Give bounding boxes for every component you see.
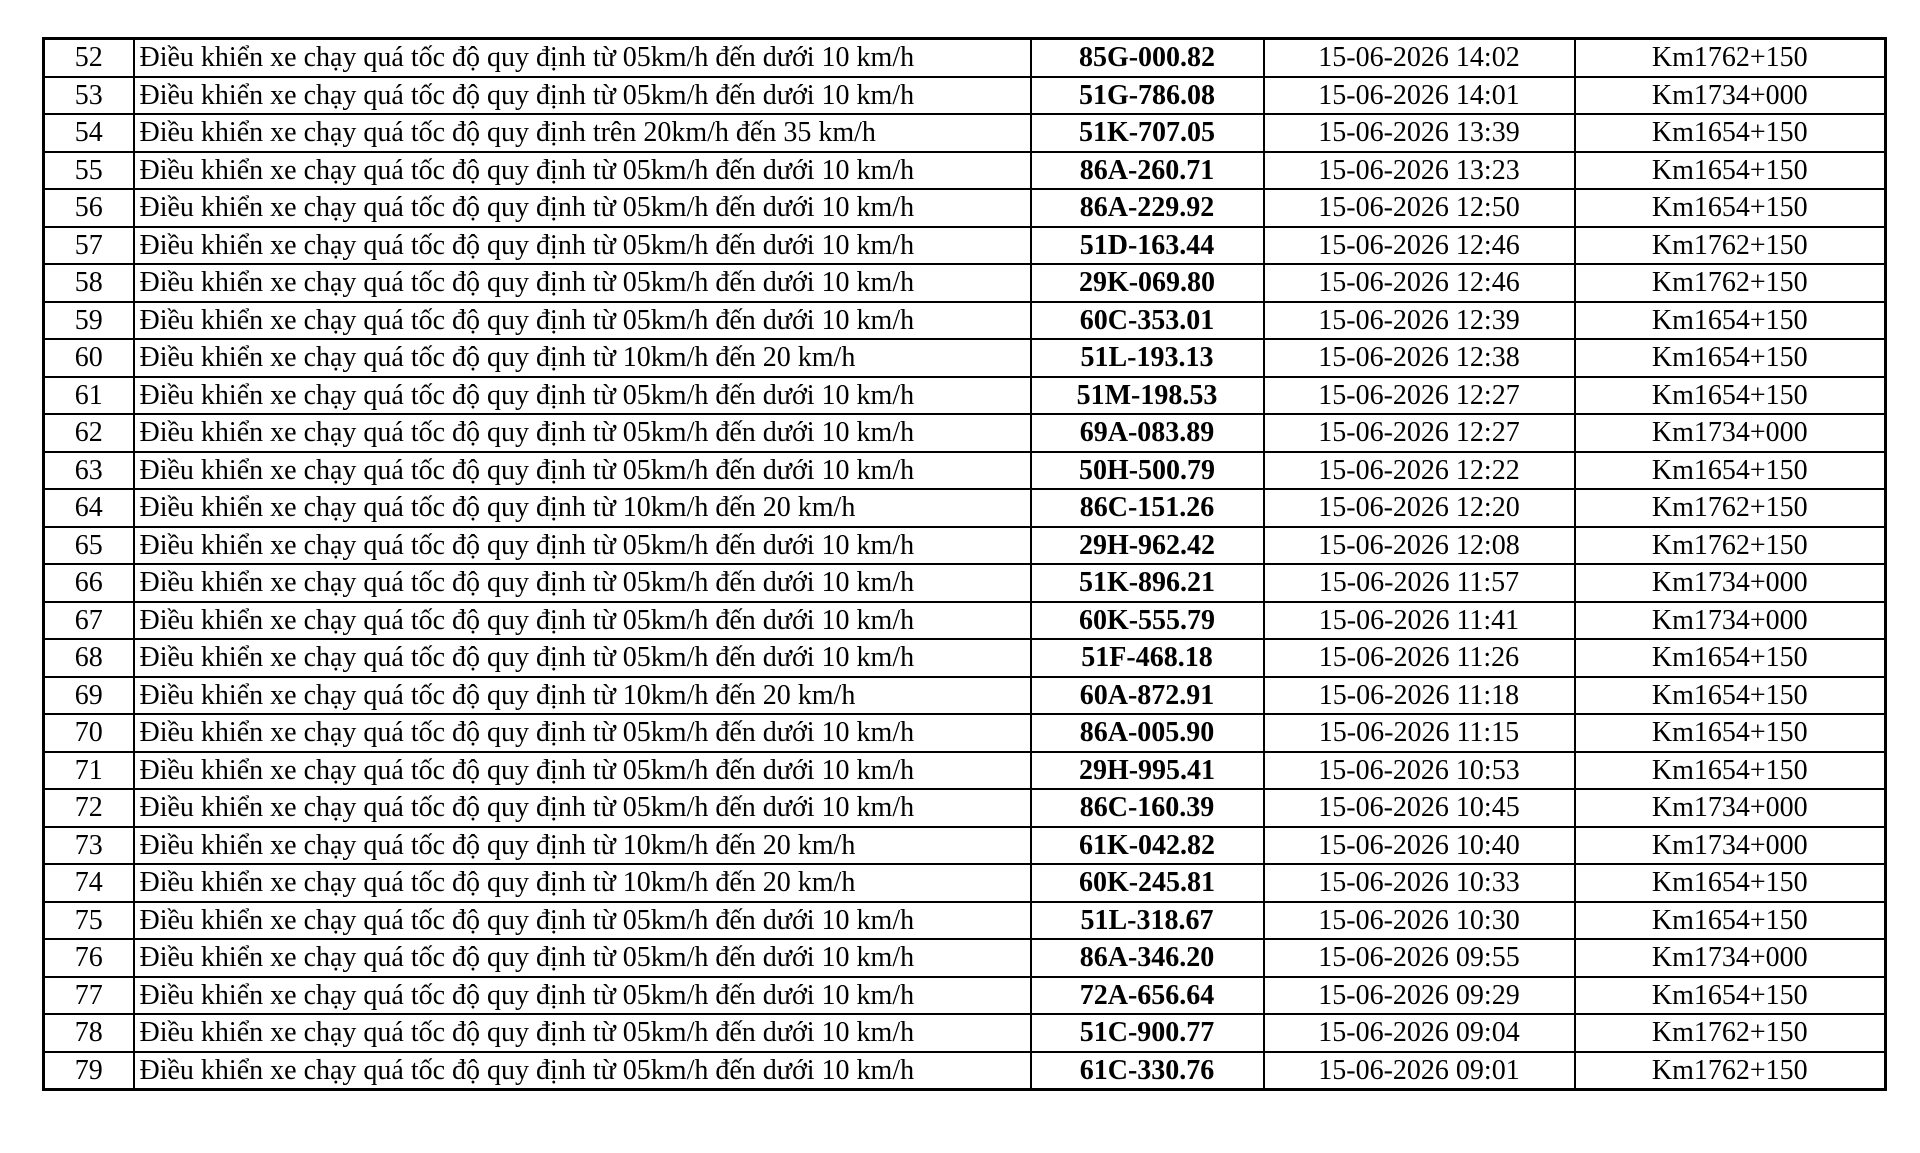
violation-time-cell: 15-06-2026 12:08	[1264, 527, 1575, 565]
row-number-cell: 65	[44, 527, 134, 565]
table-row	[44, 39, 1886, 77]
row-number-cell: 67	[44, 602, 134, 640]
license-plate-cell: 86C-151.26	[1031, 489, 1264, 527]
violation-description-cell: Điều khiển xe chạy quá tốc độ quy định từ 05km/h đến dưới 10 km/h	[134, 639, 1031, 677]
violation-description-cell: Điều khiển xe chạy quá tốc độ quy định từ 05km/h đến dưới 10 km/h	[134, 977, 1031, 1015]
violation-time-cell: 15-06-2026 12:22	[1264, 452, 1575, 490]
row-number-cell: 75	[44, 902, 134, 940]
license-plate-cell: 86A-346.20	[1031, 939, 1264, 977]
location-cell: Km1762+150	[1575, 39, 1886, 77]
violation-time-cell: 15-06-2026 09:29	[1264, 977, 1575, 1015]
row-number-cell: 55	[44, 152, 134, 190]
license-plate-cell: 50H-500.79	[1031, 452, 1264, 490]
violation-time-cell: 15-06-2026 12:50	[1264, 189, 1575, 227]
violation-time-cell: 15-06-2026 12:39	[1264, 302, 1575, 340]
violation-time-cell: 15-06-2026 12:46	[1264, 227, 1575, 265]
row-number-cell: 58	[44, 264, 134, 302]
license-plate-cell: 29K-069.80	[1031, 264, 1264, 302]
row-number-cell: 78	[44, 1014, 134, 1052]
location-cell: Km1654+150	[1575, 639, 1886, 677]
location-cell: Km1654+150	[1575, 377, 1886, 415]
license-plate-cell: 60A-872.91	[1031, 677, 1264, 715]
license-plate-cell: 51K-707.05	[1031, 114, 1264, 152]
row-number-cell: 60	[44, 339, 134, 377]
license-plate-cell: 60K-555.79	[1031, 602, 1264, 640]
violation-description-cell: Điều khiển xe chạy quá tốc độ quy định từ 05km/h đến dưới 10 km/h	[134, 189, 1031, 227]
location-cell: Km1654+150	[1575, 152, 1886, 190]
location-cell: Km1654+150	[1575, 977, 1886, 1015]
violation-description-cell: Điều khiển xe chạy quá tốc độ quy định từ 10km/h đến 20 km/h	[134, 489, 1031, 527]
license-plate-cell: 72A-656.64	[1031, 977, 1264, 1015]
table-row	[44, 677, 1886, 715]
license-plate-cell: 29H-962.42	[1031, 527, 1264, 565]
table-row	[44, 902, 1886, 940]
row-number-cell: 76	[44, 939, 134, 977]
violation-description-cell: Điều khiển xe chạy quá tốc độ quy định từ 05km/h đến dưới 10 km/h	[134, 39, 1031, 77]
violation-time-cell: 15-06-2026 11:18	[1264, 677, 1575, 715]
violation-description-cell: Điều khiển xe chạy quá tốc độ quy định từ 05km/h đến dưới 10 km/h	[134, 939, 1031, 977]
location-cell: Km1762+150	[1575, 489, 1886, 527]
violation-time-cell: 15-06-2026 09:01	[1264, 1052, 1575, 1090]
violations-table-body	[44, 39, 1886, 1090]
location-cell: Km1654+150	[1575, 752, 1886, 790]
table-row	[44, 564, 1886, 602]
location-cell: Km1734+000	[1575, 564, 1886, 602]
violation-description-cell: Điều khiển xe chạy quá tốc độ quy định từ 05km/h đến dưới 10 km/h	[134, 152, 1031, 190]
location-cell: Km1734+000	[1575, 827, 1886, 865]
license-plate-cell: 51M-198.53	[1031, 377, 1264, 415]
table-row	[44, 977, 1886, 1015]
location-cell: Km1762+150	[1575, 527, 1886, 565]
table-row	[44, 489, 1886, 527]
row-number-cell: 64	[44, 489, 134, 527]
table-row	[44, 864, 1886, 902]
row-number-cell: 69	[44, 677, 134, 715]
table-row	[44, 602, 1886, 640]
violation-time-cell: 15-06-2026 12:27	[1264, 377, 1575, 415]
location-cell: Km1654+150	[1575, 902, 1886, 940]
violation-time-cell: 15-06-2026 10:45	[1264, 789, 1575, 827]
location-cell: Km1654+150	[1575, 339, 1886, 377]
table-row	[44, 789, 1886, 827]
row-number-cell: 72	[44, 789, 134, 827]
table-row	[44, 227, 1886, 265]
license-plate-cell: 51G-786.08	[1031, 77, 1264, 115]
violation-time-cell: 15-06-2026 13:23	[1264, 152, 1575, 190]
violation-time-cell: 15-06-2026 10:33	[1264, 864, 1575, 902]
table-row	[44, 1014, 1886, 1052]
table-row	[44, 827, 1886, 865]
license-plate-cell: 51L-193.13	[1031, 339, 1264, 377]
violation-description-cell: Điều khiển xe chạy quá tốc độ quy định từ 05km/h đến dưới 10 km/h	[134, 564, 1031, 602]
table-row	[44, 189, 1886, 227]
location-cell: Km1734+000	[1575, 414, 1886, 452]
table-row	[44, 377, 1886, 415]
row-number-cell: 56	[44, 189, 134, 227]
violation-time-cell: 15-06-2026 11:15	[1264, 714, 1575, 752]
violation-description-cell: Điều khiển xe chạy quá tốc độ quy định từ 05km/h đến dưới 10 km/h	[134, 902, 1031, 940]
location-cell: Km1654+150	[1575, 677, 1886, 715]
row-number-cell: 53	[44, 77, 134, 115]
violation-time-cell: 15-06-2026 09:04	[1264, 1014, 1575, 1052]
violation-time-cell: 15-06-2026 10:30	[1264, 902, 1575, 940]
location-cell: Km1734+000	[1575, 789, 1886, 827]
row-number-cell: 61	[44, 377, 134, 415]
violation-description-cell: Điều khiển xe chạy quá tốc độ quy định từ 05km/h đến dưới 10 km/h	[134, 789, 1031, 827]
violation-time-cell: 15-06-2026 14:02	[1264, 39, 1575, 77]
row-number-cell: 79	[44, 1052, 134, 1090]
table-row	[44, 414, 1886, 452]
license-plate-cell: 29H-995.41	[1031, 752, 1264, 790]
row-number-cell: 54	[44, 114, 134, 152]
violation-time-cell: 15-06-2026 10:53	[1264, 752, 1575, 790]
license-plate-cell: 61C-330.76	[1031, 1052, 1264, 1090]
row-number-cell: 74	[44, 864, 134, 902]
row-number-cell: 59	[44, 302, 134, 340]
table-row	[44, 527, 1886, 565]
license-plate-cell: 86A-005.90	[1031, 714, 1264, 752]
license-plate-cell: 86A-260.71	[1031, 152, 1264, 190]
violation-description-cell: Điều khiển xe chạy quá tốc độ quy định từ 10km/h đến 20 km/h	[134, 864, 1031, 902]
violation-description-cell: Điều khiển xe chạy quá tốc độ quy định từ 05km/h đến dưới 10 km/h	[134, 1014, 1031, 1052]
violation-time-cell: 15-06-2026 12:27	[1264, 414, 1575, 452]
violation-description-cell: Điều khiển xe chạy quá tốc độ quy định từ 05km/h đến dưới 10 km/h	[134, 377, 1031, 415]
violation-time-cell: 15-06-2026 12:46	[1264, 264, 1575, 302]
violation-description-cell: Điều khiển xe chạy quá tốc độ quy định từ 05km/h đến dưới 10 km/h	[134, 227, 1031, 265]
row-number-cell: 62	[44, 414, 134, 452]
license-plate-cell: 51C-900.77	[1031, 1014, 1264, 1052]
table-row	[44, 639, 1886, 677]
table-row	[44, 714, 1886, 752]
violation-time-cell: 15-06-2026 11:57	[1264, 564, 1575, 602]
location-cell: Km1654+150	[1575, 452, 1886, 490]
location-cell: Km1734+000	[1575, 939, 1886, 977]
row-number-cell: 70	[44, 714, 134, 752]
violation-description-cell: Điều khiển xe chạy quá tốc độ quy định từ 05km/h đến dưới 10 km/h	[134, 302, 1031, 340]
license-plate-cell: 85G-000.82	[1031, 39, 1264, 77]
row-number-cell: 52	[44, 39, 134, 77]
location-cell: Km1734+000	[1575, 77, 1886, 115]
location-cell: Km1654+150	[1575, 114, 1886, 152]
license-plate-cell: 86A-229.92	[1031, 189, 1264, 227]
license-plate-cell: 51D-163.44	[1031, 227, 1264, 265]
violation-description-cell: Điều khiển xe chạy quá tốc độ quy định từ 05km/h đến dưới 10 km/h	[134, 527, 1031, 565]
violation-description-cell: Điều khiển xe chạy quá tốc độ quy định từ 05km/h đến dưới 10 km/h	[134, 264, 1031, 302]
violation-description-cell: Điều khiển xe chạy quá tốc độ quy định từ 05km/h đến dưới 10 km/h	[134, 714, 1031, 752]
license-plate-cell: 86C-160.39	[1031, 789, 1264, 827]
violation-description-cell: Điều khiển xe chạy quá tốc độ quy định từ 10km/h đến 20 km/h	[134, 677, 1031, 715]
location-cell: Km1762+150	[1575, 227, 1886, 265]
row-number-cell: 57	[44, 227, 134, 265]
violations-table	[42, 37, 1887, 1091]
violation-description-cell: Điều khiển xe chạy quá tốc độ quy định trên 20km/h đến 35 km/h	[134, 114, 1031, 152]
location-cell: Km1654+150	[1575, 302, 1886, 340]
violation-description-cell: Điều khiển xe chạy quá tốc độ quy định từ 10km/h đến 20 km/h	[134, 339, 1031, 377]
location-cell: Km1762+150	[1575, 1014, 1886, 1052]
location-cell: Km1654+150	[1575, 864, 1886, 902]
violation-time-cell: 15-06-2026 12:38	[1264, 339, 1575, 377]
row-number-cell: 66	[44, 564, 134, 602]
violation-description-cell: Điều khiển xe chạy quá tốc độ quy định từ 05km/h đến dưới 10 km/h	[134, 1052, 1031, 1090]
license-plate-cell: 69A-083.89	[1031, 414, 1264, 452]
violation-time-cell: 15-06-2026 11:41	[1264, 602, 1575, 640]
violation-description-cell: Điều khiển xe chạy quá tốc độ quy định từ 05km/h đến dưới 10 km/h	[134, 752, 1031, 790]
license-plate-cell: 61K-042.82	[1031, 827, 1264, 865]
violation-description-cell: Điều khiển xe chạy quá tốc độ quy định từ 10km/h đến 20 km/h	[134, 827, 1031, 865]
license-plate-cell: 60C-353.01	[1031, 302, 1264, 340]
row-number-cell: 68	[44, 639, 134, 677]
table-row	[44, 302, 1886, 340]
table-row	[44, 77, 1886, 115]
location-cell: Km1762+150	[1575, 1052, 1886, 1090]
violation-description-cell: Điều khiển xe chạy quá tốc độ quy định từ 05km/h đến dưới 10 km/h	[134, 602, 1031, 640]
violation-description-cell: Điều khiển xe chạy quá tốc độ quy định từ 05km/h đến dưới 10 km/h	[134, 77, 1031, 115]
location-cell: Km1762+150	[1575, 264, 1886, 302]
table-row	[44, 939, 1886, 977]
violation-time-cell: 15-06-2026 10:40	[1264, 827, 1575, 865]
row-number-cell: 63	[44, 452, 134, 490]
table-row	[44, 114, 1886, 152]
row-number-cell: 71	[44, 752, 134, 790]
table-row	[44, 1052, 1886, 1090]
violation-time-cell: 15-06-2026 13:39	[1264, 114, 1575, 152]
violation-time-cell: 15-06-2026 14:01	[1264, 77, 1575, 115]
row-number-cell: 73	[44, 827, 134, 865]
violation-time-cell: 15-06-2026 09:55	[1264, 939, 1575, 977]
table-row	[44, 339, 1886, 377]
table-row	[44, 152, 1886, 190]
location-cell: Km1654+150	[1575, 189, 1886, 227]
license-plate-cell: 51F-468.18	[1031, 639, 1264, 677]
violation-time-cell: 15-06-2026 12:20	[1264, 489, 1575, 527]
location-cell: Km1654+150	[1575, 714, 1886, 752]
table-row	[44, 264, 1886, 302]
violation-description-cell: Điều khiển xe chạy quá tốc độ quy định từ 05km/h đến dưới 10 km/h	[134, 452, 1031, 490]
violation-time-cell: 15-06-2026 11:26	[1264, 639, 1575, 677]
license-plate-cell: 51K-896.21	[1031, 564, 1264, 602]
table-row	[44, 752, 1886, 790]
violation-description-cell: Điều khiển xe chạy quá tốc độ quy định từ 05km/h đến dưới 10 km/h	[134, 414, 1031, 452]
location-cell: Km1734+000	[1575, 602, 1886, 640]
license-plate-cell: 51L-318.67	[1031, 902, 1264, 940]
table-row	[44, 452, 1886, 490]
license-plate-cell: 60K-245.81	[1031, 864, 1264, 902]
row-number-cell: 77	[44, 977, 134, 1015]
